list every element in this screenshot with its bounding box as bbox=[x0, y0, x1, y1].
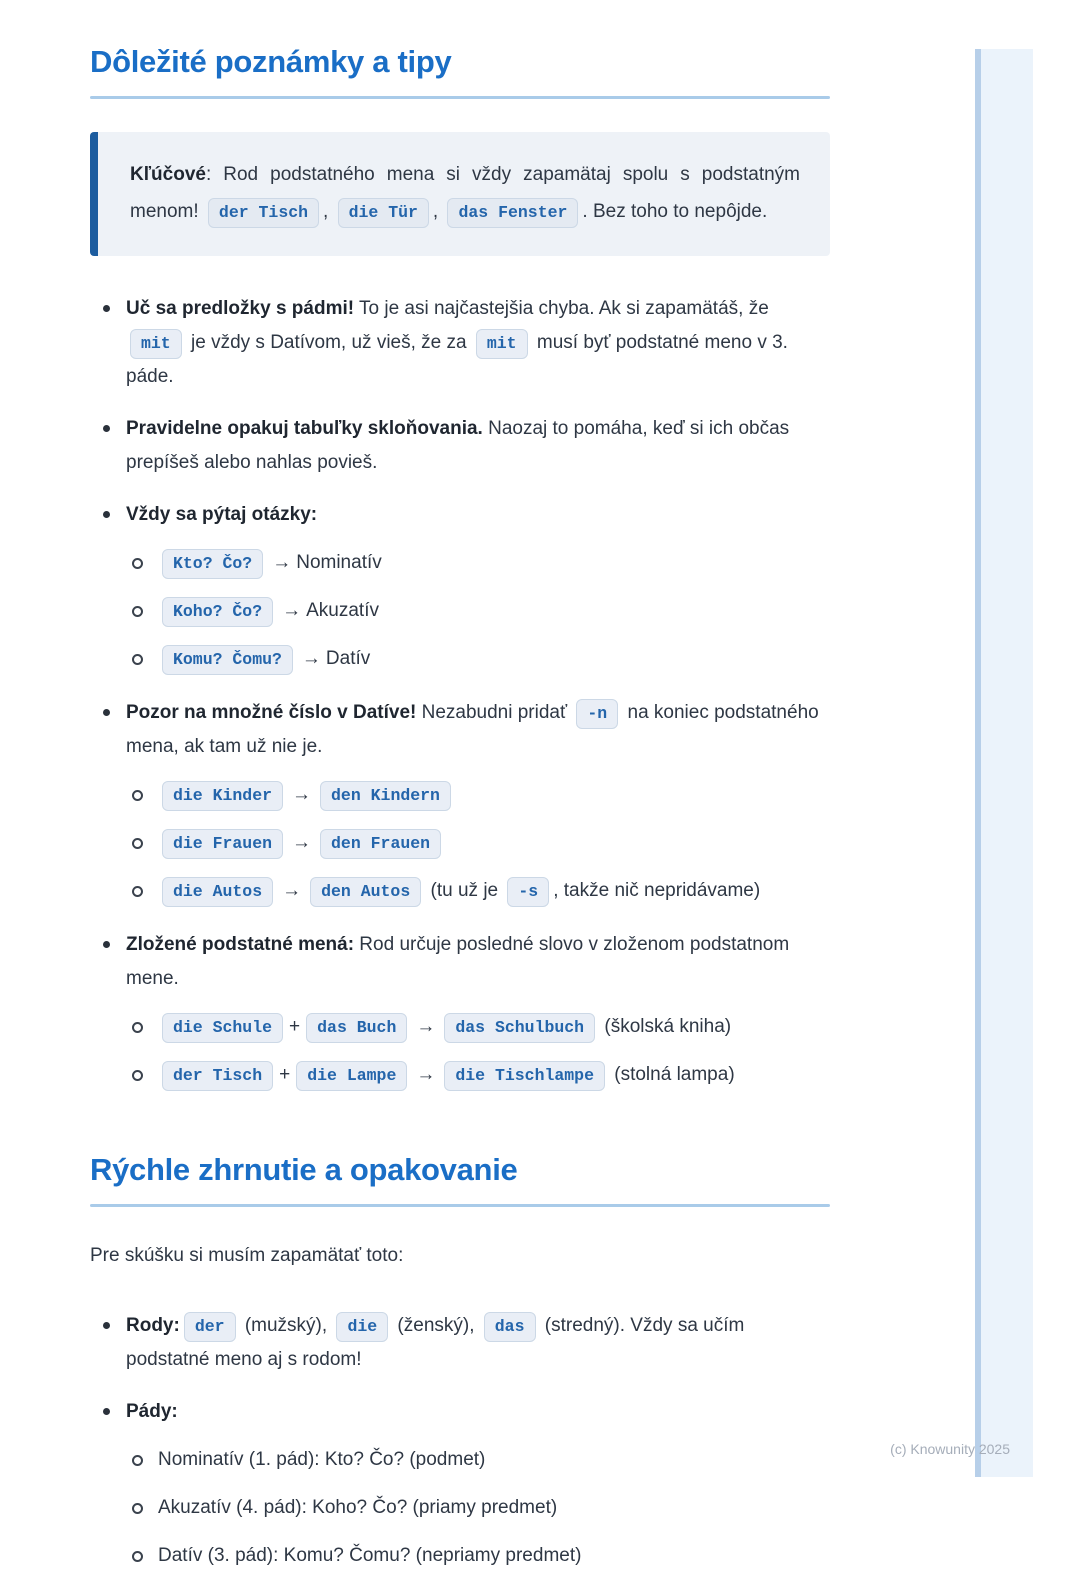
code-chip: die Frauen bbox=[162, 829, 283, 859]
case-label: Akuzatív bbox=[306, 600, 379, 621]
code-chip: die Autos bbox=[162, 877, 273, 907]
code-chip: den Autos bbox=[310, 877, 421, 907]
tip-lead: Zložené podstatné mená: bbox=[126, 934, 355, 955]
tip-text: Rod určuje posledné slovo v zloženom podstatnom mene. bbox=[126, 934, 790, 989]
list-item-plural-dative bbox=[90, 696, 830, 910]
questions-sublist bbox=[126, 544, 830, 678]
compound-examples-sublist bbox=[126, 1008, 830, 1094]
code-chip: der bbox=[184, 1312, 236, 1342]
page-title: Dôležité poznámky a tipy bbox=[90, 44, 452, 79]
list-item-genders bbox=[90, 1309, 830, 1377]
list-item bbox=[126, 1056, 830, 1094]
code-chip: mit bbox=[476, 329, 528, 359]
key-callout bbox=[90, 132, 830, 256]
tip-text: musí byť podstatné meno v 3. páde. bbox=[126, 332, 788, 387]
summary-intro: Pre skúšku si musím zapamätať toto: bbox=[90, 1245, 404, 1266]
arrow-icon: → bbox=[416, 1016, 436, 1037]
callout-text: , bbox=[323, 201, 334, 222]
list-item bbox=[126, 824, 830, 862]
arrow-icon: → bbox=[292, 832, 312, 853]
case-label: Nominatív bbox=[296, 552, 382, 573]
summary-list bbox=[90, 1309, 830, 1575]
list-item bbox=[126, 872, 830, 910]
copyright-notice: (c) Knowunity 2025 bbox=[890, 1441, 1010, 1457]
list-item-prepositions bbox=[90, 292, 830, 394]
cases-sublist bbox=[126, 1441, 830, 1575]
callout-text: : Rod podstatného mena si vždy zapamätaj spolu s podstatným menom! bbox=[130, 164, 800, 222]
note-text: , takže nič nepridávame) bbox=[553, 880, 761, 901]
note-text: (tu už je bbox=[425, 880, 504, 901]
summary-underline bbox=[90, 1204, 830, 1207]
code-chip: die Tür bbox=[338, 198, 429, 228]
summary-lead: Pády: bbox=[126, 1401, 178, 1422]
code-chip: das Schulbuch bbox=[444, 1013, 595, 1043]
tip-lead: Vždy sa pýtaj otázky: bbox=[126, 504, 318, 525]
code-chip: der Tisch bbox=[162, 1061, 273, 1091]
summary-text: (ženský), bbox=[392, 1315, 480, 1336]
code-chip: den Frauen bbox=[320, 829, 441, 859]
callout-paragraph bbox=[130, 156, 800, 230]
tip-lead: Uč sa predložky s pádmi! bbox=[126, 298, 355, 319]
tip-lead: Pozor na množné číslo v Datíve! bbox=[126, 702, 417, 723]
code-chip: Komu? Čomu? bbox=[162, 645, 293, 675]
list-item bbox=[126, 544, 830, 582]
tip-text: Nezabudni pridať bbox=[416, 702, 573, 723]
arrow-icon: → bbox=[301, 648, 321, 669]
code-chip: das bbox=[484, 1312, 536, 1342]
list-item-tables bbox=[90, 412, 830, 480]
tip-text: To je asi najčastejšia chyba. Ak si zapamätáš, že bbox=[354, 298, 769, 319]
code-chip: die Kinder bbox=[162, 781, 283, 811]
summary-text: (stredný). Vždy sa učím podstatné meno aj s rodom! bbox=[126, 1315, 745, 1370]
code-chip: Koho? Čo? bbox=[162, 597, 273, 627]
arrow-icon: → bbox=[292, 784, 312, 805]
summary-text: (mužský), bbox=[239, 1315, 333, 1336]
code-chip: die bbox=[336, 1312, 388, 1342]
list-item: Akuzatív (4. pád): Koho? Čo? (priamy predmet) bbox=[126, 1489, 830, 1527]
summary-lead: Rody: bbox=[126, 1315, 180, 1336]
callout-text: , bbox=[432, 201, 444, 222]
arrow-icon: → bbox=[282, 600, 302, 621]
tips-list bbox=[90, 292, 830, 1094]
list-item-questions bbox=[90, 498, 830, 678]
list-item-cases bbox=[90, 1395, 830, 1575]
code-chip: -s bbox=[507, 877, 549, 907]
callout-lead: Kľúčové bbox=[130, 164, 206, 185]
list-item bbox=[126, 776, 830, 814]
list-item bbox=[126, 592, 830, 630]
code-chip: die Tischlampe bbox=[444, 1061, 605, 1091]
code-chip: das Fenster bbox=[447, 198, 578, 228]
code-chip: die Schule bbox=[162, 1013, 283, 1043]
code-chip: den Kindern bbox=[320, 781, 451, 811]
tip-text: na koniec podstatného mena, ak tam už nie je. bbox=[126, 702, 819, 757]
tip-text: Naozaj to pomáha, keď si ich občas prepíšeš alebo nahlas povieš. bbox=[126, 418, 790, 473]
list-item: Nominatív (1. pád): Kto? Čo? (podmet) bbox=[126, 1441, 830, 1479]
code-chip: mit bbox=[130, 329, 182, 359]
code-chip: der Tisch bbox=[208, 198, 319, 228]
list-item: Datív (3. pád): Komu? Čomu? (nepriamy predmet) bbox=[126, 1537, 830, 1575]
document-content bbox=[90, 44, 830, 1593]
title-underline bbox=[90, 96, 830, 99]
note-text: (stolná lampa) bbox=[608, 1064, 735, 1085]
callout-text: . Bez toho to nepôjde. bbox=[582, 201, 768, 222]
code-chip: die Lampe bbox=[296, 1061, 407, 1091]
note-text: (školská kniha) bbox=[599, 1016, 732, 1037]
arrow-icon: → bbox=[282, 880, 302, 901]
page-edge-strip bbox=[975, 49, 1033, 1477]
plus-icon: + bbox=[289, 1016, 301, 1037]
list-item bbox=[126, 640, 830, 678]
tip-lead: Pravidelne opakuj tabuľky skloňovania. bbox=[126, 418, 483, 439]
arrow-icon: → bbox=[416, 1064, 436, 1085]
plural-examples-sublist bbox=[126, 776, 830, 910]
code-chip: das Buch bbox=[306, 1013, 407, 1043]
list-item bbox=[126, 1008, 830, 1046]
tip-text: je vždy s Datívom, už vieš, že za bbox=[185, 332, 472, 353]
code-chip: Kto? Čo? bbox=[162, 549, 263, 579]
code-chip: -n bbox=[576, 699, 618, 729]
list-item-compound-nouns bbox=[90, 928, 830, 1094]
summary-title: Rýchle zhrnutie a opakovanie bbox=[90, 1152, 518, 1187]
plus-icon: + bbox=[279, 1064, 291, 1085]
case-label: Datív bbox=[325, 648, 371, 669]
arrow-icon: → bbox=[272, 552, 292, 573]
